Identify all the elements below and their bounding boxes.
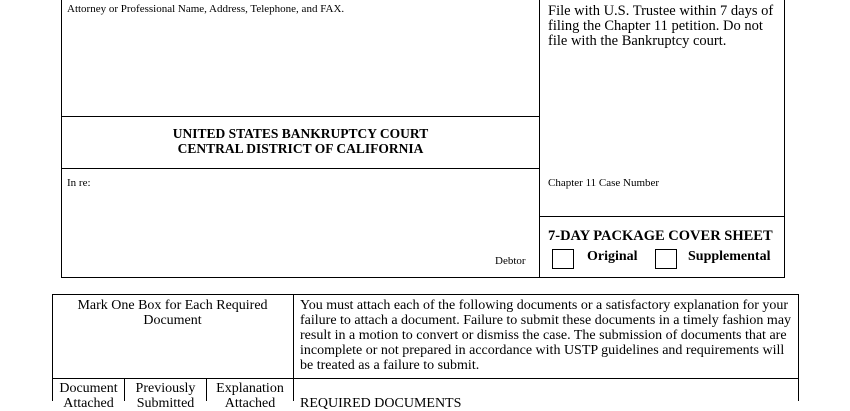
supplemental-checkbox[interactable] [655, 249, 677, 269]
col-previously-submitted: Previously Submitted [135, 381, 196, 411]
attachment-instructions: You must attach each of the following documents or a satisfactory explanation for your failure to attach a document. Failure to submit these documents in a timely fashion may result in a motion to convert or dismiss the case. The submission of documents that are incomplete or not prepared in accordance with USTP guidelines and requirements will be treated as a failure to submit. [300, 298, 792, 373]
court-name [62, 126, 539, 156]
required-documents-heading: REQUIRED DOCUMENTS [300, 396, 462, 411]
col-explanation-attached: Explanation Attached [216, 381, 284, 411]
original-label: Original [587, 249, 638, 264]
attorney-info-label: Attorney or Professional Name, Address, Telephone, and FAX. [67, 3, 345, 15]
supplemental-label: Supplemental [688, 249, 771, 264]
debtor-label: Debtor [495, 255, 526, 267]
attorney-info-field[interactable] [63, 18, 537, 114]
filing-instructions: File with U.S. Trustee within 7 days of filing the Chapter 11 petition. Do not file with the Bankruptcy court. [548, 3, 774, 49]
cover-sheet-title: 7-DAY PACKAGE COVER SHEET [548, 228, 773, 244]
court-name-line1: UNITED STATES BANKRUPTCY COURT [172, 126, 429, 141]
in-re-field[interactable] [63, 192, 537, 272]
mark-box-header: Mark One Box for Each Required Document [77, 298, 268, 328]
original-checkbox[interactable] [552, 249, 574, 269]
in-re-label: In re: [67, 177, 91, 189]
case-number-label: Chapter 11 Case Number [548, 177, 660, 189]
case-number-field[interactable] [542, 192, 782, 214]
col-document-attached: Document Attached [59, 381, 118, 411]
court-name-line2: CENTRAL DISTRICT OF CALIFORNIA [177, 141, 424, 156]
